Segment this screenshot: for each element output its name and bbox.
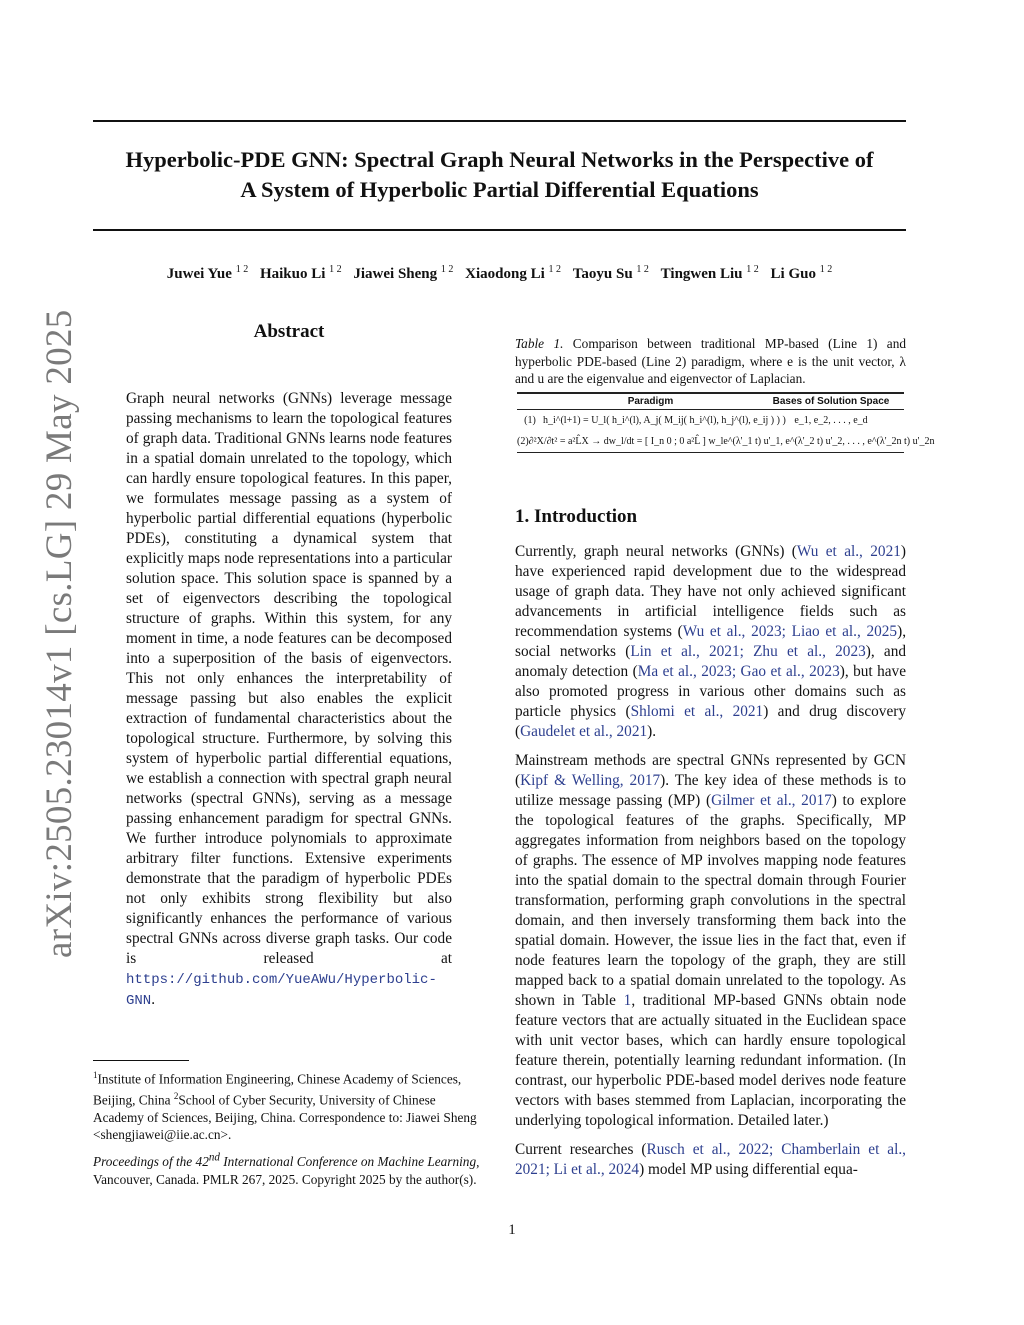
author: Tingwen Liu $^{1 2}$: [660, 264, 759, 282]
author: Xiaodong Li $^{1 2}$: [465, 264, 562, 282]
row-bases-formula: e_1, e_2, . . . , e_d: [794, 414, 868, 426]
table-bottom-rule: [517, 452, 904, 454]
row-bases-formula: e^(λ'_1 t) u'_1, e^(λ'_2 t) u'_2, . . . , e^(λ'_2n t) u'_2n: [723, 435, 935, 447]
author: Li Guo $^{1 2}$: [770, 264, 833, 282]
author: Taoyu Su $^{1 2}$: [572, 264, 649, 282]
citation-link[interactable]: Lin et al., 2021; Zhu et al., 2023: [630, 643, 866, 660]
citation-link[interactable]: Rusch et al., 2022; Chamberlain et al., 2021; Li et al., 2024: [515, 1141, 906, 1178]
citation-link[interactable]: Ma et al., 2023; Gao et al., 2023: [637, 663, 840, 680]
paragraph-text: ) and drug discovery (: [515, 703, 906, 740]
citation-link[interactable]: Gaudelet et al., 2021: [520, 723, 648, 740]
comparison-table: [517, 392, 935, 453]
table-header-row: [517, 394, 904, 409]
row-paradigm-formula: h_i^(l+1) = U_l( h_i^(l), A_j( M_ij( h_i^(l), h_j^(l), e_ij ) ) ): [543, 414, 786, 426]
header-bases: Bases of Solution Space: [772, 395, 890, 407]
arxiv-stamp: arXiv:2505.23014v1 [cs.LG] 29 May 2025: [39, 309, 80, 958]
title-line-2: A System of Hyperbolic Partial Differential Equations: [240, 177, 759, 202]
citation-link[interactable]: Shlomi et al., 2021: [630, 703, 764, 720]
table-row: [517, 410, 904, 431]
paragraph-text: ) to explore the topological features of the graphs. Specifically, MP aggregates information from neighbors based on the topology of graphs. The essence of MP involves mapping node features into the spatial domain to the spectral domain through Fourier transformation, performing graph convolutions in the spectral domain, and then inversely transforming them back into the spatial domain. However, the issue lies in the fact that, even if node features learn the topology of the graph, they are still mapped back to a spatial domain unrelated to the topology. As shown in Table: [515, 792, 906, 1009]
affiliation-2: School of Cyber Security, University of Chinese Academy of Sciences, Beijing, China. Correspondence to: Jiawei Sheng <shengjiawei@iie.ac.cn>.: [93, 1092, 477, 1143]
intro-paragraph-1: [515, 542, 906, 742]
intro-paragraph-2: [515, 751, 906, 1131]
paragraph-text: ), but have also promoted progress in various other domains such as particle physics (: [515, 663, 906, 720]
paragraph-text: ) model MP using differential equa-: [639, 1161, 858, 1178]
paper-title: [93, 145, 906, 205]
paragraph-text: , traditional MP-based GNNs obtain node feature vectors that are actually situated in the Euclidean space with unit vector bases, which can hardly ensure topological feature therein, potentially learning redundant information. (In contrast, our hyperbolic PDE-based model derives node feature vectors with bases stemmed from Laplacian, incorporating the underlying topological information. Detailed later.): [515, 992, 906, 1129]
author-list: [93, 264, 906, 283]
author: Juwei Yue $^{1 2}$: [166, 264, 249, 282]
intro-paragraph-3: [515, 1140, 906, 1180]
abstract-body: [126, 389, 452, 1011]
title-bottom-rule: [93, 229, 906, 231]
paragraph-text: ). The key idea of these methods is to utilize message passing (MP) (: [515, 772, 906, 809]
affiliation-1: Institute of Information Engineering, Chinese Academy of Sciences, Beijing, China: [93, 1071, 462, 1108]
paragraph-text: ) have experienced rapid development due to the widespread usage of graph data. They have not only achieved significant advancements in artificial intelligence fields such as recommendation systems (: [515, 543, 906, 640]
header-paradigm: Paradigm: [627, 395, 674, 407]
paragraph-text: Currently, graph neural networks (GNNs) (: [515, 543, 797, 560]
abstract-heading: Abstract: [253, 321, 325, 342]
citation-link[interactable]: Wu et al., 2023; Liao et al., 2025: [682, 623, 898, 640]
abstract-end: .: [151, 991, 156, 1008]
table-caption-text: Comparison between traditional MP-based (Line 1) and hyperbolic PDE-based (Line 2) paradigm, where e is the unit vector, λ and u are the eigenvalue and eigenvector of Laplacian.: [515, 336, 906, 386]
affiliation-footnote: $^1$Institute of Information Engineering, Chinese Academy of Sciences, Beijing, China $^2$School of Cyber Security, University of Chinese Academy of Sciences, Beijing, China. Correspondence to: Jiawei Sheng <shengjiawei@iie.ac.cn>.: [93, 1070, 477, 1143]
paragraph-text: Mainstream methods are spectral GNNs represented by GCN (: [515, 752, 906, 789]
author: Jiawei Sheng $^{1 2}$: [353, 264, 454, 282]
title-line-1: Hyperbolic-PDE GNN: Spectral Graph Neural Networks in the Perspective of: [125, 147, 874, 172]
row-paradigm-formula: ∂²X/∂t² = a²L̂X → dw_l/dt = [ I_n 0 ; 0 a²L̂ ] w_l: [528, 435, 724, 447]
citation-link[interactable]: Kipf & Welling, 2017: [520, 772, 661, 789]
code-link[interactable]: https://github.com/YueAWu/Hyperbolic-GNN: [126, 972, 437, 1009]
introduction-heading: 1. Introduction: [515, 506, 638, 527]
abstract-text: Graph neural networks (GNNs) leverage message passing mechanisms to learn the topological features of graph data. Traditional GNNs learns node features in a spatial domain unrelated to the topology, which can hardly ensure topological features. In this paper, we formulates message passing as a system of hyperbolic partial differential equations (hyperbolic PDEs), constituting a dynamical system that explicitly maps node representations into a particular solution space. This solution space is spanned by a set of eigenvectors describing the topological structure of graphs. Within this system, for any moment in time, a node features can be decomposed into a superposition of the basis of eigenvectors. This not only enhances the interpretability of message passing but also enables the explicit extraction of fundamental characteristics about the topological structure. Furthermore, by solving this system of hyperbolic partial differential equations, we establish a connection with spectral graph neural networks (spectral GNNs), serving as a message passing enhancement paradigm for spectral GNNs. We further introduce polynomials to approximate arbitrary filter functions. Extensive experiments demonstrate that the paradigm of hyperbolic PDEs not only exhibits strong flexibility but also significantly enhances the performance of various spectral GNNs across diverse graph tasks. Our code is released at: [126, 390, 452, 967]
top-rule: [93, 120, 906, 122]
citation-link[interactable]: Wu et al., 2021: [796, 543, 901, 560]
paragraph-text: ), and anomaly detection (: [515, 643, 906, 680]
page-number: 1: [508, 1222, 516, 1238]
citation-link[interactable]: Gilmer et al., 2017: [711, 792, 832, 809]
proceedings-note: Proceedings of the 42nd International Conference on Machine Learning, Vancouver, Canada. PMLR 267, 2025. Copyright 2025 by the author(s).: [93, 1152, 480, 1187]
row-number: (1): [524, 414, 536, 426]
footnote-rule: [93, 1060, 189, 1061]
row-number: (2): [517, 435, 529, 447]
paragraph-text: Current researches (: [515, 1141, 647, 1158]
introduction-body: [515, 542, 906, 1189]
table-row: [517, 431, 935, 452]
paragraph-text: ).: [647, 723, 657, 740]
citation-link[interactable]: 1: [623, 992, 632, 1009]
table-label: Table 1.: [515, 336, 564, 351]
author: Haikuo Li $^{1 2}$: [259, 264, 342, 282]
paragraph-text: ), social networks (: [515, 623, 907, 660]
table-caption: [515, 335, 906, 388]
